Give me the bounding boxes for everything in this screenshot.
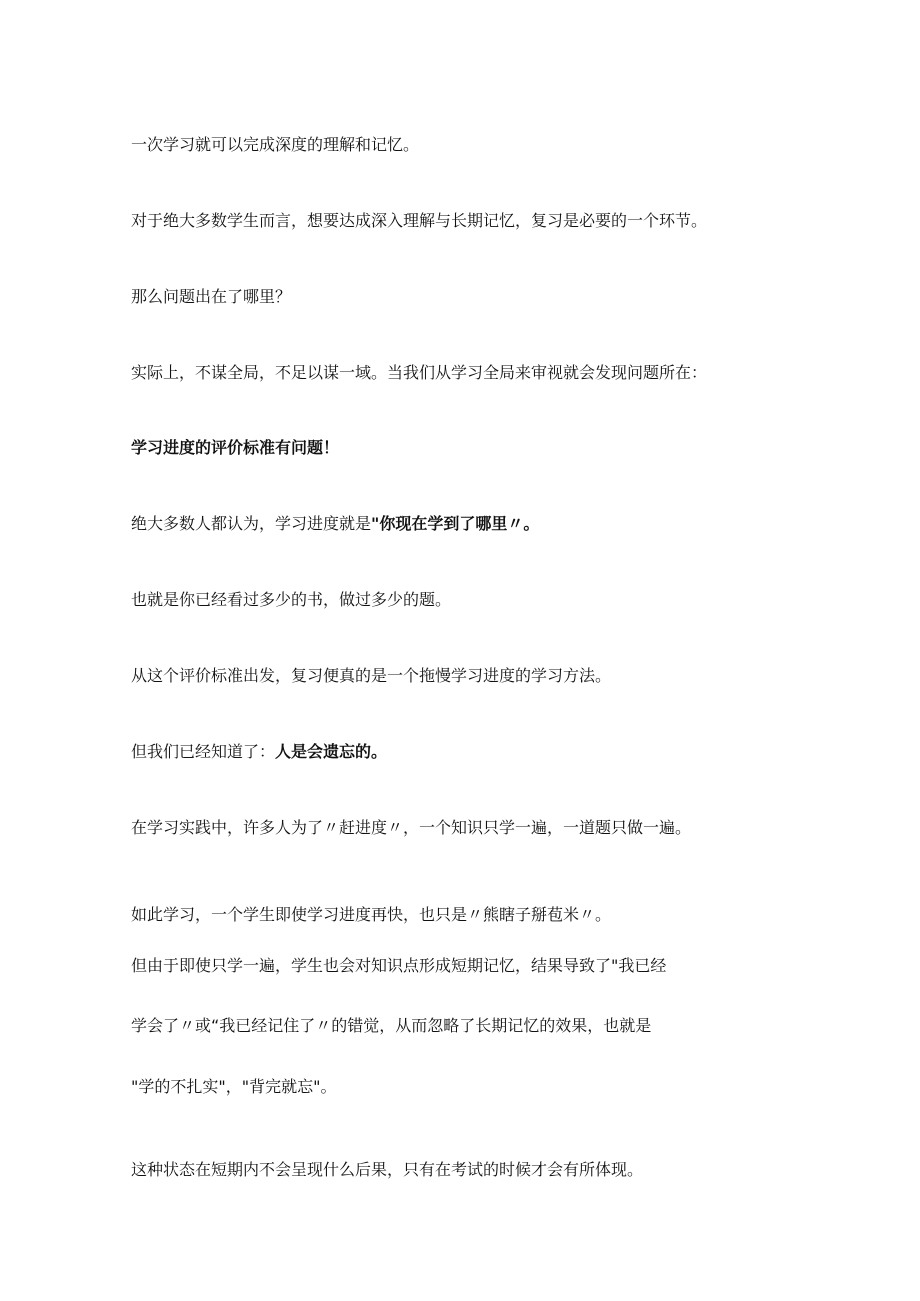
paragraph-15: 这种状态在短期内不会呈现什么后果，只有在考试的时候才会有所体现。 — [131, 1160, 644, 1179]
paragraph-13: 学会了〃或“我已经记住了〃的错觉，从而忽略了长期记忆的效果，也就是 — [131, 1016, 652, 1035]
paragraph-9 — [131, 741, 387, 763]
paragraph-1: 一次学习就可以完成深度的理解和记忆。 — [131, 135, 420, 154]
paragraph-7: 也就是你已经看过多少的书，做过多少的题。 — [131, 590, 452, 609]
paragraph-3: 那么问题出在了哪里？ — [131, 287, 292, 306]
paragraph-4: 实际上，不谋全局，不足以谋一域。当我们从学习全局来审视就会发现问题所在： — [131, 363, 708, 382]
paragraph-2: 对于绝大多数学生而言，想要达成深入理解与长期记忆，复习是必要的一个环节。 — [131, 211, 708, 230]
paragraph-6-end: 。 — [523, 514, 540, 533]
paragraph-6-emphasis: "你现在学到了哪里〃 — [371, 514, 524, 533]
paragraph-8: 从这个评价标准出发，复习便真的是一个拖慢学习进度的学习方法。 — [131, 666, 612, 685]
paragraph-5-heading: 学习进度的评价标准有问题！ — [131, 438, 340, 457]
paragraph-10: 在学习实践中，许多人为了〃赶进度〃，一个知识只学一遍，一道题只做一遍。 — [131, 818, 692, 837]
paragraph-6-text: 绝大多数人都认为，学习进度就是 — [131, 514, 372, 533]
paragraph-11: 如此学习，一个学生即使学习进度再快，也只是〃熊瞎子掰苞米〃。 — [131, 905, 612, 924]
paragraph-14: "学的不扎实"，"背完就忘"。 — [131, 1077, 337, 1096]
paragraph-12: 但由于即使只学一遍，学生也会对知识点形成短期记忆，结果导致了"我已经 — [131, 956, 667, 975]
paragraph-9-emphasis: 人是会遗忘的。 — [275, 742, 388, 761]
paragraph-6 — [131, 513, 539, 535]
paragraph-9-text: 但我们已经知道了： — [131, 742, 276, 761]
